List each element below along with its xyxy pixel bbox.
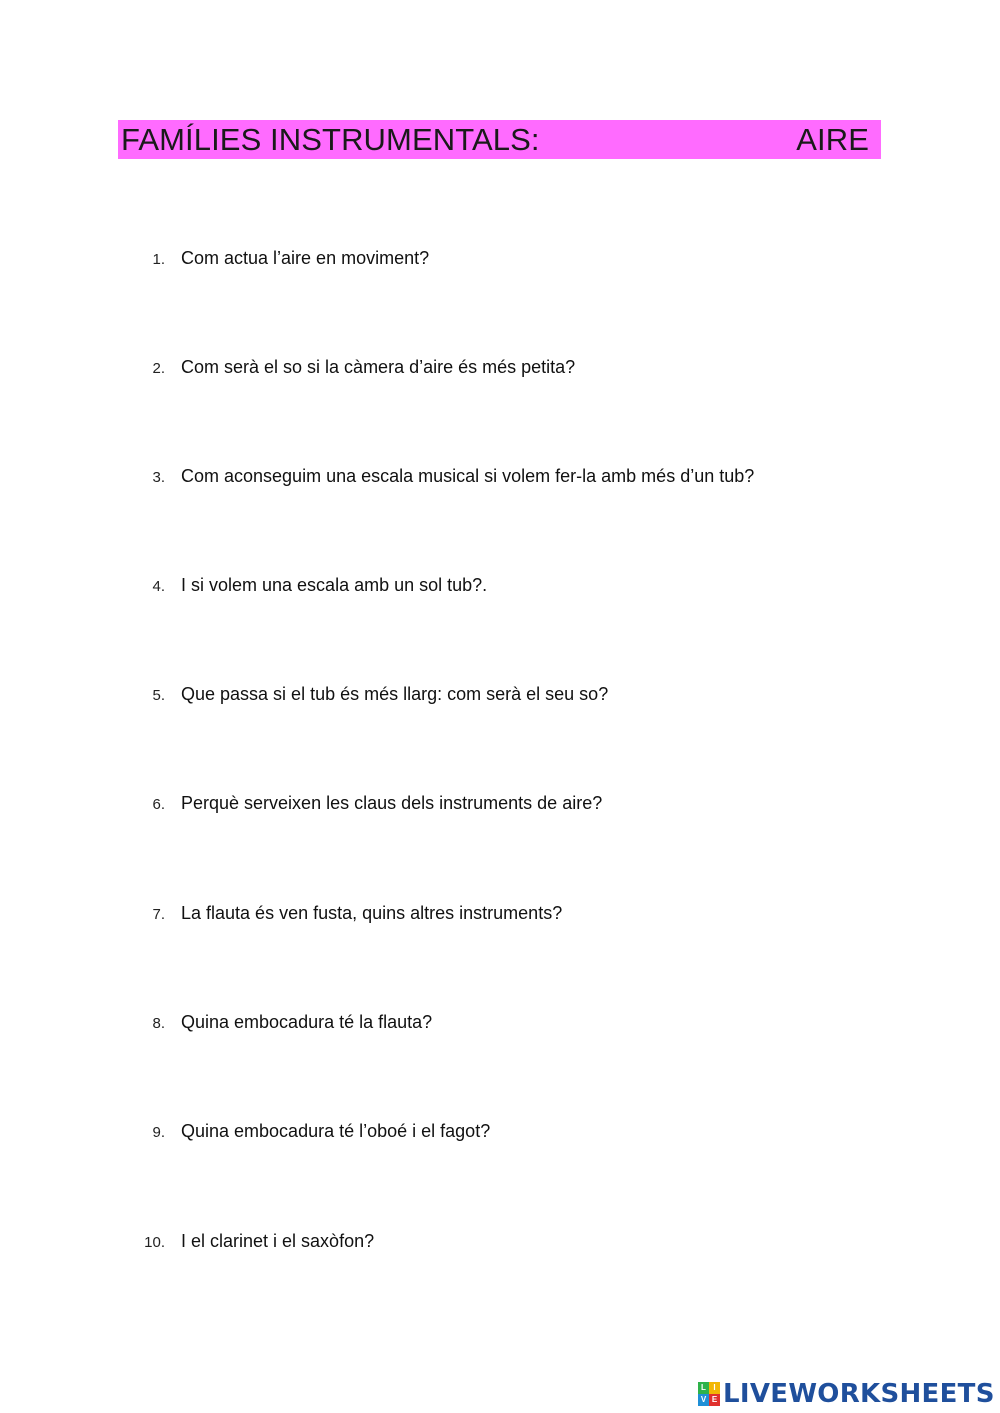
- logo-text: LIVEWORKSHEETS: [723, 1379, 995, 1409]
- worksheet-title: FAMÍLIES INSTRUMENTALS:: [121, 122, 540, 157]
- question-item: [0, 793, 1000, 817]
- question-item: [0, 1012, 1000, 1036]
- question-item: [0, 903, 1000, 927]
- question-item: [0, 1121, 1000, 1145]
- liveworksheets-logo: [698, 1377, 995, 1411]
- question-number: 1.: [152, 251, 165, 268]
- question-number: 5.: [152, 687, 165, 704]
- question-text: Com aconseguim una escala musical si volem fer-la amb més d’un tub?: [181, 466, 755, 486]
- question-item: [0, 357, 1000, 381]
- logo-letter-e: E: [709, 1394, 720, 1406]
- question-item: [0, 575, 1000, 599]
- question-text: Perquè serveixen les claus dels instruments de aire?: [181, 793, 603, 813]
- logo-letter-i: I: [709, 1382, 720, 1394]
- question-text: Quina embocadura té la flauta?: [181, 1012, 433, 1032]
- question-number: 2.: [152, 360, 165, 377]
- question-number: 8.: [152, 1015, 165, 1032]
- question-item: [0, 1231, 1000, 1255]
- question-number: 6.: [152, 796, 165, 813]
- question-text: Com actua l’aire en moviment?: [181, 248, 430, 268]
- question-number: 9.: [152, 1124, 165, 1141]
- logo-mark-icon: [698, 1382, 720, 1406]
- question-number: 4.: [152, 578, 165, 595]
- question-text: La flauta és ven fusta, quins altres instruments?: [181, 903, 563, 923]
- question-item: [0, 466, 1000, 490]
- logo-letter-l: L: [698, 1382, 709, 1394]
- question-number: 10.: [144, 1234, 165, 1251]
- question-text: I el clarinet i el saxòfon?: [181, 1231, 375, 1251]
- question-item: [0, 248, 1000, 272]
- worksheet-subject: AIRE: [796, 122, 869, 157]
- question-item: [0, 684, 1000, 708]
- question-text: Quina embocadura té l’oboé i el fagot?: [181, 1121, 491, 1141]
- question-number: 3.: [152, 469, 165, 486]
- question-number: 7.: [152, 906, 165, 923]
- question-text: I si volem una escala amb un sol tub?.: [181, 575, 488, 595]
- question-text: Com serà el so si la càmera d’aire és més petita?: [181, 357, 576, 377]
- logo-letter-v: V: [698, 1394, 709, 1406]
- question-text: Que passa si el tub és més llarg: com serà el seu so?: [181, 684, 609, 704]
